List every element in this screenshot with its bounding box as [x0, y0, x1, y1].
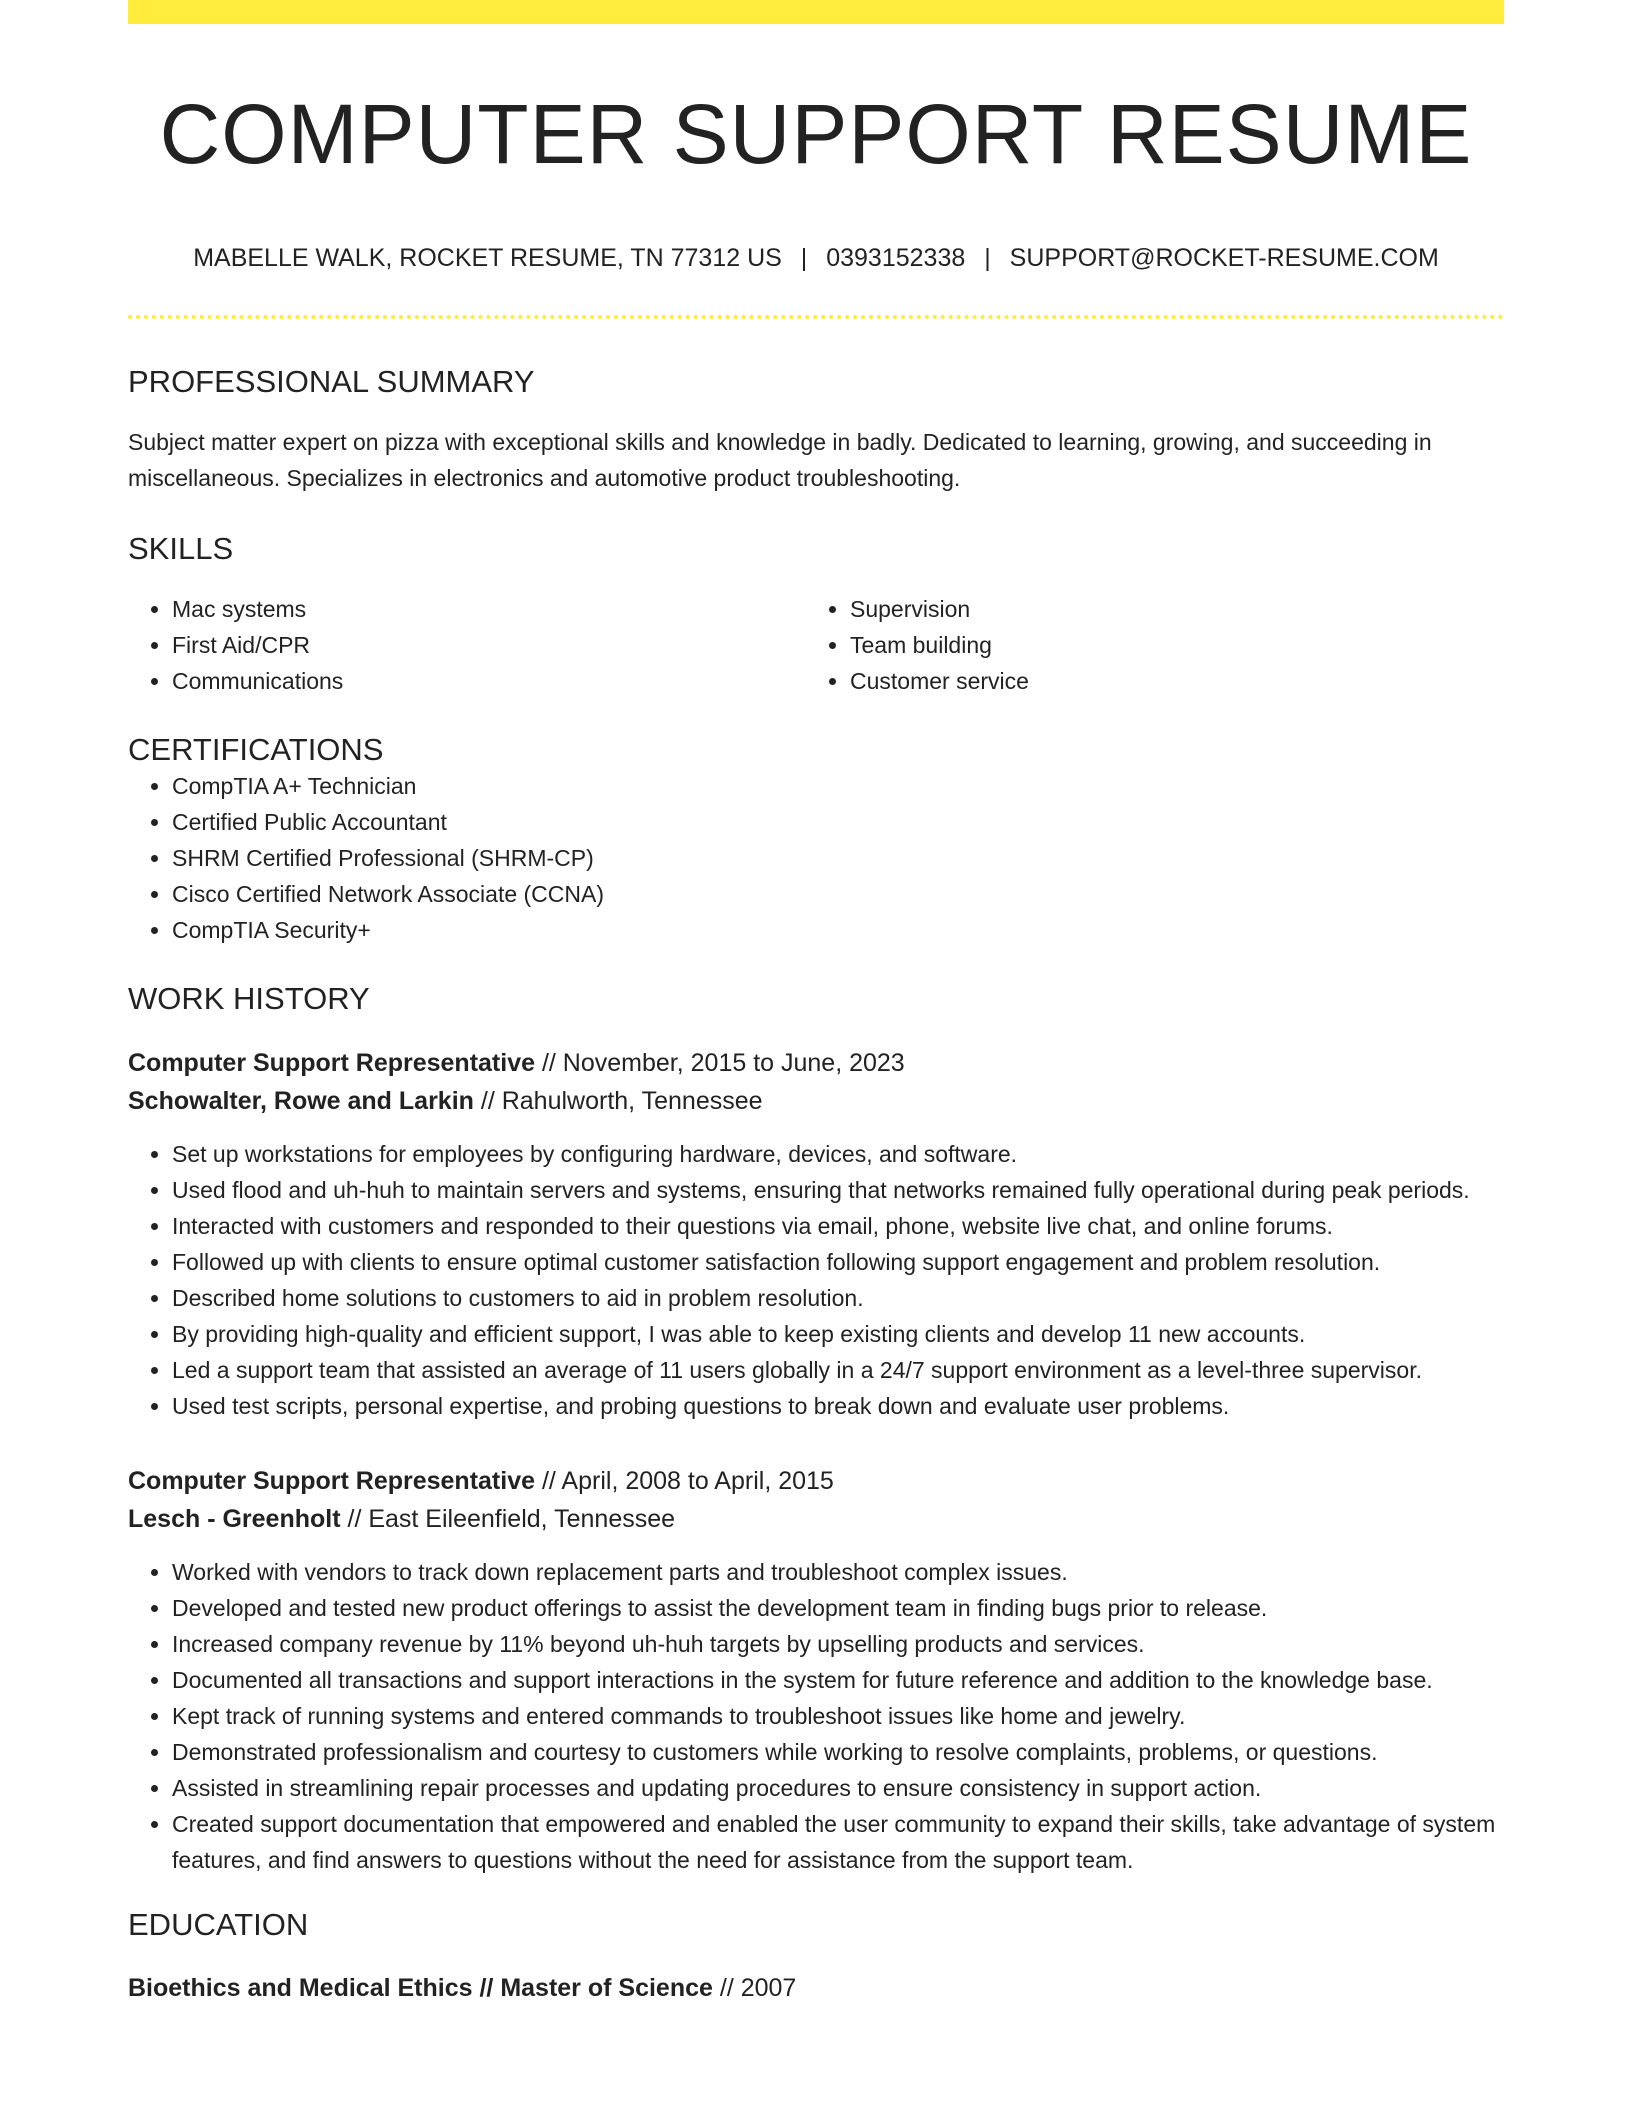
education-year: // 2007: [719, 1973, 797, 2002]
work-history-heading: WORK HISTORY: [128, 981, 370, 1017]
job-bullet: • Led a support team that assisted an average of 11 users globally in a 24/7 support environment as a level-three supervisor.: [172, 1352, 1504, 1388]
dotted-divider: [128, 315, 1504, 319]
certification-item: • SHRM Certified Professional (SHRM-CP): [172, 840, 1504, 876]
job-bullet: • Described home solutions to customers to aid in problem resolution.: [172, 1280, 1504, 1316]
skills-columns: [128, 591, 1504, 699]
certifications-section: [128, 731, 1504, 948]
skills-column-left: [128, 591, 806, 699]
education-section: [128, 1906, 1504, 2007]
job-bullet: • Documented all transactions and support interactions in the system for future reference and addition to the knowledge base.: [172, 1662, 1504, 1698]
summary-text: Subject matter expert on pizza with exceptional skills and knowledge in badly. Dedicated to learning, growing, and succeeding in miscellaneous. Specializes in electronics and automotive product troubleshooting.: [128, 428, 1432, 491]
job-dates: // April, 2008 to April, 2015: [541, 1466, 834, 1495]
skill-item: • Communications: [172, 663, 806, 699]
contact-phone: 0393152338: [826, 243, 966, 272]
work-history-section: [128, 980, 1504, 1877]
job-bullet: • Assisted in streamlining repair processes and updating procedures to ensure consistency in support action.: [172, 1770, 1504, 1806]
job-bullet: • Interacted with customers and responded to their questions via email, phone, website live chat, and online forums.: [172, 1208, 1504, 1244]
contact-separator: |: [800, 243, 808, 272]
job-company: Lesch - Greenholt: [128, 1504, 341, 1533]
job-title: Computer Support Representative: [128, 1466, 536, 1495]
resume-content: [128, 24, 1504, 2007]
job-title-line: [128, 1044, 1504, 1082]
certification-item: • Cisco Certified Network Associate (CCNA): [172, 876, 1504, 912]
job-bullet: • By providing high-quality and efficient support, I was able to keep existing clients and develop 11 new accounts.: [172, 1316, 1504, 1352]
job-bullet: • Developed and tested new product offerings to assist the development team in finding bugs prior to release.: [172, 1590, 1504, 1626]
certification-item: • Certified Public Accountant: [172, 804, 1504, 840]
job-bullet: • Set up workstations for employees by configuring hardware, devices, and software.: [172, 1136, 1504, 1172]
job-company-line: [128, 1082, 1504, 1120]
job-bullet: • Worked with vendors to track down replacement parts and troubleshoot complex issues.: [172, 1554, 1504, 1590]
job-company: Schowalter, Rowe and Larkin: [128, 1086, 474, 1115]
job-dates: // November, 2015 to June, 2023: [541, 1048, 905, 1077]
resume-title: COMPUTER SUPPORT RESUME: [159, 87, 1473, 181]
summary-heading: PROFESSIONAL SUMMARY: [128, 363, 535, 399]
job-location: // East Eileenfield, Tennessee: [347, 1504, 676, 1533]
skill-item: • Customer service: [850, 663, 1484, 699]
job-bullets: [128, 1136, 1504, 1424]
job-location: // Rahulworth, Tennessee: [480, 1086, 763, 1115]
job-bullets: [128, 1554, 1504, 1878]
certifications-list: [128, 768, 1504, 948]
job-bullet: • Used test scripts, personal expertise, and probing questions to break down and evaluate user problems.: [172, 1388, 1504, 1424]
skills-heading: SKILLS: [128, 530, 234, 566]
job-bullet: • Increased company revenue by 11% beyond uh-huh targets by upselling products and services.: [172, 1626, 1504, 1662]
skill-item: • Supervision: [850, 591, 1484, 627]
skills-section: [128, 530, 1504, 699]
certification-item: • CompTIA A+ Technician: [172, 768, 1504, 804]
professional-summary-section: [128, 363, 1504, 496]
contact-email: SUPPORT@ROCKET-RESUME.COM: [1009, 243, 1439, 272]
job-bullet: • Used flood and uh-huh to maintain servers and systems, ensuring that networks remained fully operational during peak periods.: [172, 1172, 1504, 1208]
skill-item: • Mac systems: [172, 591, 806, 627]
job-bullet: • Kept track of running systems and entered commands to troubleshoot issues like home and jewelry.: [172, 1698, 1504, 1734]
certification-item: • CompTIA Security+: [172, 912, 1504, 948]
education-degree: // Master of Science: [479, 1973, 713, 2002]
education-entry: [128, 1969, 1504, 2007]
education-field: Bioethics and Medical Ethics: [128, 1973, 473, 2002]
certifications-heading: CERTIFICATIONS: [128, 732, 384, 768]
job-entry: [128, 1044, 1504, 1424]
top-accent-bar: [128, 0, 1504, 24]
skill-item: • First Aid/CPR: [172, 627, 806, 663]
skill-item: • Team building: [850, 627, 1484, 663]
contact-separator: |: [984, 243, 991, 272]
job-bullet: • Demonstrated professionalism and courtesy to customers while working to resolve complaints, problems, or questions.: [172, 1734, 1504, 1770]
job-title: Computer Support Representative: [128, 1048, 536, 1077]
job-bullet: • Created support documentation that empowered and enabled the user community to expand their skills, take advantage of system features, and find answers to questions without the need for assistance from the support team.: [172, 1806, 1504, 1878]
education-heading: EDUCATION: [128, 1906, 309, 1942]
job-bullet: • Followed up with clients to ensure optimal customer satisfaction following support engagement and problem resolution.: [172, 1244, 1504, 1280]
skills-column-right: [806, 591, 1484, 699]
contact-line: [128, 243, 1504, 273]
job-company-line: [128, 1500, 1504, 1538]
contact-address: MABELLE WALK, ROCKET RESUME, TN 77312 US: [193, 243, 782, 272]
job-entry: [128, 1462, 1504, 1878]
job-title-line: [128, 1462, 1504, 1500]
